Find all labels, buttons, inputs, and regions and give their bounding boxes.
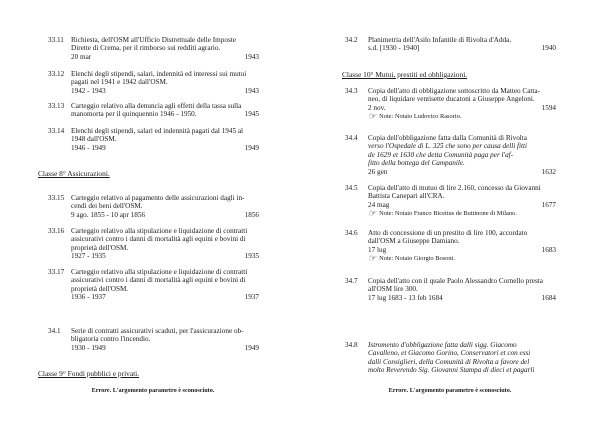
entry-year: 1683 [541, 245, 556, 254]
entry-text-line: cendi dei beni dell'OSM. [71, 202, 143, 211]
entry-text-line: de 1629 et 1630 che detta Comunità paga per l'af- [368, 150, 514, 159]
entry-year: 1684 [541, 293, 556, 302]
entry-number: 34.1 [48, 327, 61, 335]
entry-text-line: Cavalleno, et Giacomo Gorino, Conservatori et con essi [368, 349, 531, 358]
entry-text-line: Carteggio relativo al pagamento delle assicurazioni dagli in- [71, 194, 245, 202]
section-heading: Classe 9° Fondi pubblici e privati. [38, 369, 140, 378]
entry-note: ☞ Note: Notaio Franco Bicettus de Buttinone di Milano. [368, 208, 517, 219]
entry-text-line: proprietà dell'OSM. [71, 243, 129, 252]
section-heading: Classe 10° Mutui, prestiti ed obbligazioni. [342, 70, 468, 79]
note-hand-icon: ☞ [368, 208, 377, 219]
entry-number: 33.14 [48, 127, 65, 135]
entry-date: 1930 - 1949 [71, 343, 106, 352]
entry-date: 9 ago. 1855 - 10 apr 1856 [71, 210, 146, 219]
entry-date: 1946 - 1949 [71, 143, 106, 152]
entry-text-line: Copia dell'atto con il quale Paolo Alessandro Cornello presta [368, 277, 543, 285]
entry-text-line: assicurativi contro i danni di mortalità agli equini e bovini di [71, 276, 246, 285]
entry-year: 1949 [244, 343, 259, 352]
entry-text-line: Istromento d'obbligazione fatta dalli sigg. Giacomo [368, 341, 517, 349]
entry-date: 17 lug 1683 - 13 feb 1684 [368, 293, 443, 302]
entry-text-line: Atto di concessione di un prestito di lire 100, accordato [368, 229, 528, 237]
entry-text-line: pagati nel 1941 e 1942 dall'OSM. [71, 78, 168, 87]
entry-text-line: dall'OSM a Giuseppe Damiano. [368, 237, 460, 246]
page-footer: Errore. L'argomento parametro è sconosciuto. [388, 387, 512, 394]
entry-text-line: Carteggio relativo alla stipulazione e liquidazione di contratti [71, 268, 248, 276]
entry-number: 34.2 [345, 36, 358, 44]
entry-number: 33.12 [48, 70, 65, 78]
entry-number: 34.5 [345, 184, 358, 192]
entry-year: 1943 [244, 86, 259, 95]
entry-year: 1949 [244, 143, 259, 152]
entry-text-line: fitto della bottega del Campanile. [368, 159, 465, 168]
entry-text-line: Elenchi degli stipendi, salari ed indennità pagati dal 1945 al [71, 127, 244, 135]
entry-text-line: Copia dell'atto di obbligazione sottoscritto da Matteo Catta- [368, 87, 540, 95]
entry-text-line: verso l'Ospedale di L. 325 che sono per causa delli fitti [368, 142, 528, 151]
entry-date: 1936 - 1937 [71, 293, 106, 302]
entry-text-line: Carteggio relativo alla denuncia agli effetti della tassa sulla [71, 102, 242, 110]
entry-date: 24 mag [368, 200, 390, 209]
entry-text-line: Planimetria dell'Asilo Infantile di Rivolta d'Adda. [368, 36, 512, 44]
entry-text-line: all'OSM lire 300. [368, 285, 418, 294]
entry-text-line: Elenchi degli stipendi, salari, indennità ed interessi sui mutui [71, 70, 247, 78]
entry-number: 34.7 [345, 277, 358, 285]
entry-number: 34.3 [345, 87, 358, 95]
page-footer: Errore. L'argomento parametro è sconosciuto. [91, 387, 215, 394]
entry-text-line: Serie di contratti assicurativi scaduti, per l'assicurazione ob- [71, 327, 244, 335]
entry-year: 1937 [244, 293, 259, 302]
entry-year: 1945 [244, 110, 259, 119]
entry-date: 20 mar [71, 52, 92, 61]
entry-text-line: Copia dell'atto di mutuo di lire 2.160, concesso da Giovanni [368, 184, 541, 192]
entry-text-line: Richiesta, dell'OSM all'Ufficio Distrettuale delle Imposte [71, 36, 236, 44]
entry-date: 26 gen [368, 167, 388, 176]
entry-date: s.d. [1930 - 1940] [368, 44, 420, 53]
entry-text-line: molto Reverendo Sig. Giovanni Stampa di dieci et pagarli [368, 366, 535, 375]
entry-number: 33.13 [48, 102, 65, 110]
note-hand-icon: ☞ [368, 111, 377, 122]
entry-text-line: 1948 dall'OSM. [71, 135, 117, 144]
entry-year: 1940 [541, 44, 556, 53]
entry-number: 34.6 [345, 229, 358, 237]
entry-date: 2 nov. [368, 103, 386, 112]
entry-text-line: proprietà dell'OSM. [71, 284, 129, 293]
entry-year: 1594 [541, 103, 556, 112]
entry-note: ☞ Note: Notaio Ludovico Rasorio. [368, 111, 462, 122]
entry-text-line: manomorta per il quinquennio 1946 - 1950. [71, 110, 197, 119]
entry-text-line: Copia dell'obbligazione fatta dalla Comunità di Rivolta [368, 134, 527, 142]
entry-year: 1943 [244, 52, 259, 61]
entry-text-line: Battista Canepari all'CRA. [368, 192, 445, 201]
entry-text-line: bligatoria contro l'incendio. [71, 335, 151, 344]
entry-number: 34.4 [345, 134, 358, 142]
entry-date: 1927 - 1935 [71, 252, 106, 261]
entry-number: 33.17 [48, 268, 65, 276]
entry-year: 1677 [541, 200, 556, 209]
entry-note: ☞ Note: Notaio Giorgio Bosoni. [368, 253, 455, 264]
entry-number: 33.15 [48, 194, 65, 202]
entry-year: 1856 [244, 210, 259, 219]
entry-year: 1935 [244, 252, 259, 261]
entry-text-line: assicurativi contro i danni di mortalità agli equini e bovini di [71, 235, 246, 244]
entry-year: 1632 [541, 167, 556, 176]
entry-date: 17 lug [368, 245, 387, 254]
entry-text-line: neo, di liquidare ventisette ducatoni a Giuseppe Angeloni. [368, 95, 535, 104]
note-hand-icon: ☞ [368, 253, 377, 264]
entry-text-line: Carteggio relativo alla stipulazione e liquidazione di contratti [71, 227, 248, 235]
section-heading: Classe 8° Assicurazioni. [38, 169, 110, 178]
entry-number: 33.11 [48, 36, 64, 44]
entry-text-line: dalli Consiglieri, della Comunità di Rivolta a favore del [368, 357, 530, 366]
entry-date: 1942 - 1943 [71, 86, 106, 95]
entry-number: 34.8 [345, 341, 358, 349]
entry-number: 33.16 [48, 227, 65, 235]
entry-text-line: Dirette di Crema, per il rimborso sui redditi agrario. [71, 44, 221, 53]
